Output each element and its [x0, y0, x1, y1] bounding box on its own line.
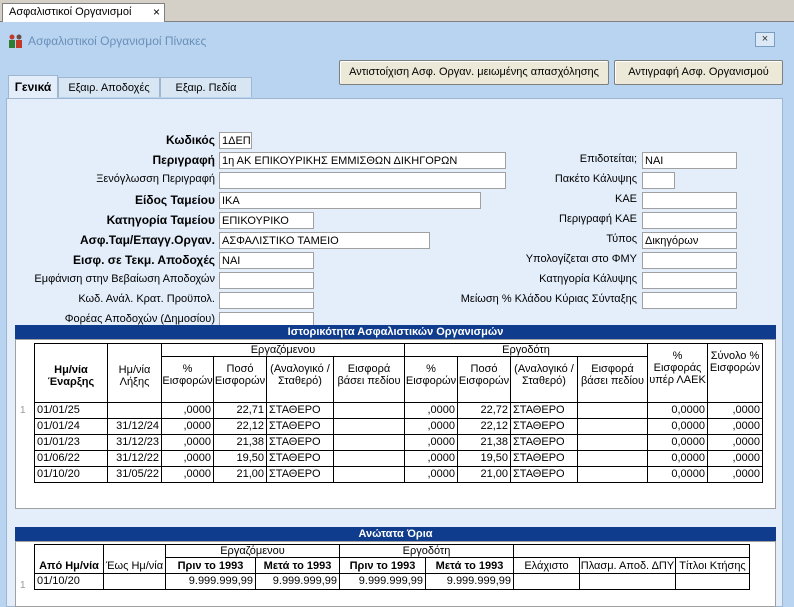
- form-field[interactable]: 1η ΑΚ ΕΠΙΚΟΥΡΙΚΗΣ ΕΜΜΙΣΘΩΝ ΔΙΚΗΓΟΡΩΝ: [219, 152, 506, 169]
- limits-col-header[interactable]: Πριν το 1993: [340, 558, 426, 574]
- tab-excluded-fields[interactable]: Εξαιρ. Πεδία: [160, 77, 252, 97]
- history-cell[interactable]: ΣΤΑΘΕΡΟ: [267, 419, 334, 435]
- limits-cell[interactable]: [676, 574, 750, 590]
- history-cell[interactable]: ΣΤΑΘΕΡΟ: [267, 435, 334, 451]
- tab-excluded-earnings[interactable]: Εξαιρ. Αποδοχές: [58, 77, 160, 97]
- history-cell[interactable]: 0,0000: [648, 435, 708, 451]
- history-cell[interactable]: ,0000: [162, 403, 214, 419]
- limits-col-header[interactable]: Μετά το 1993: [256, 558, 340, 574]
- limits-group-blank: [514, 544, 750, 558]
- history-cell[interactable]: [578, 419, 648, 435]
- history-cell[interactable]: ΣΤΑΘΕΡΟ: [511, 435, 578, 451]
- form-label: Περιγραφή: [152, 153, 215, 167]
- history-section-header: Ιστορικότητα Ασφαλιστικών Οργανισμών: [15, 325, 776, 339]
- limits-col-header[interactable]: Έως Ημ/νία: [104, 544, 166, 574]
- history-cell[interactable]: ,0000: [708, 403, 763, 419]
- limits-col-header[interactable]: Μετά το 1993: [426, 558, 514, 574]
- limits-group-employee: Εργαζόμενου: [166, 544, 340, 558]
- row-marker: 1: [20, 580, 26, 591]
- history-col-header[interactable]: (Αναλογικό / Σταθερό): [511, 357, 578, 403]
- limits-cell[interactable]: 01/10/20: [34, 574, 104, 590]
- history-cell[interactable]: [108, 403, 162, 419]
- history-col-header[interactable]: % Εισφορών: [405, 357, 458, 403]
- history-col-header[interactable]: Ποσό Εισφορών: [214, 357, 267, 403]
- history-cell[interactable]: ,0000: [162, 451, 214, 467]
- form-label: Επιδοτείται;: [579, 153, 637, 165]
- form-field[interactable]: ΕΠΙΚΟΥΡΙΚΟ: [219, 212, 314, 229]
- form-label: Κωδικός: [165, 133, 215, 147]
- main-window: [0, 22, 794, 607]
- limits-grid[interactable]: [15, 541, 776, 607]
- history-grid[interactable]: [15, 339, 776, 509]
- history-cell[interactable]: 31/12/24: [108, 419, 162, 435]
- form-label: Ξενόγλωσση Περιγραφή: [96, 173, 215, 185]
- history-cell[interactable]: [334, 451, 405, 467]
- history-cell[interactable]: 0,0000: [648, 467, 708, 483]
- form-label: Περιγραφή ΚΑΕ: [559, 213, 637, 225]
- limits-group-employer: Εργοδότη: [340, 544, 514, 558]
- form-field[interactable]: [642, 272, 737, 289]
- history-col-header[interactable]: Ημ/νία Έναρξης: [34, 343, 108, 403]
- history-cell[interactable]: 01/10/20: [34, 467, 108, 483]
- form-label: Μείωση % Κλάδου Κύριας Σύνταξης: [460, 293, 637, 305]
- form-field[interactable]: [642, 172, 675, 189]
- row-marker: 1: [20, 405, 26, 416]
- limits-col-header[interactable]: Από Ημ/νία: [34, 544, 104, 574]
- history-cell[interactable]: 01/01/25: [34, 403, 108, 419]
- history-col-header[interactable]: (Αναλογικό / Σταθερό): [267, 357, 334, 403]
- history-cell[interactable]: 22,12: [214, 419, 267, 435]
- form-field[interactable]: ΙΚΑ: [219, 192, 481, 209]
- history-cell[interactable]: 31/05/22: [108, 467, 162, 483]
- form-label: Πακέτο Κάλυψης: [554, 173, 637, 185]
- history-cell[interactable]: ,0000: [162, 419, 214, 435]
- limits-cell[interactable]: 9.999.999,99: [256, 574, 340, 590]
- form-field[interactable]: [219, 272, 314, 289]
- history-cell[interactable]: ΣΤΑΘΕΡΟ: [267, 467, 334, 483]
- tab-general[interactable]: Γενικά: [8, 75, 58, 98]
- limits-cell[interactable]: [104, 574, 166, 590]
- history-cell[interactable]: 21,00: [214, 467, 267, 483]
- history-cell[interactable]: ,0000: [405, 467, 458, 483]
- history-col-header[interactable]: Ποσό Εισφορών: [458, 357, 511, 403]
- form-label: Εισφ. σε Τεκμ. Αποδοχές: [72, 253, 215, 267]
- limits-cell[interactable]: 9.999.999,99: [166, 574, 256, 590]
- history-cell[interactable]: ,0000: [708, 419, 763, 435]
- history-cell[interactable]: ,0000: [405, 403, 458, 419]
- people-icon: [8, 34, 24, 48]
- history-cell[interactable]: 22,72: [458, 403, 511, 419]
- history-cell[interactable]: 21,38: [458, 435, 511, 451]
- history-cell[interactable]: 21,38: [214, 435, 267, 451]
- limits-col-header[interactable]: Πλασμ. Αποδ. ΔΠΥ: [580, 560, 675, 572]
- history-cell[interactable]: [578, 435, 648, 451]
- form-field[interactable]: [642, 252, 737, 269]
- history-col-header[interactable]: % Εισφορών: [162, 357, 214, 403]
- history-cell[interactable]: 19,50: [214, 451, 267, 467]
- history-cell[interactable]: 22,71: [214, 403, 267, 419]
- history-col-header[interactable]: Ημ/νία Λήξης: [108, 343, 162, 403]
- history-cell[interactable]: ΣΤΑΘΕΡΟ: [267, 451, 334, 467]
- form-label: Υπολογίζεται στο ΦΜΥ: [525, 253, 637, 265]
- history-cell[interactable]: ΣΤΑΘΕΡΟ: [511, 451, 578, 467]
- form-field[interactable]: [642, 192, 737, 209]
- history-cell[interactable]: ΣΤΑΘΕΡΟ: [511, 467, 578, 483]
- close-icon[interactable]: ×: [152, 5, 160, 19]
- general-panel: [6, 98, 783, 607]
- limits-col-header[interactable]: Πριν το 1993: [166, 558, 256, 574]
- limits-col-header[interactable]: Ελάχιστο: [514, 558, 580, 574]
- form-label: Είδος Ταμείου: [134, 193, 215, 207]
- form-label: Εμφάνιση στην Βεβαίωση Αποδοχών: [34, 273, 215, 285]
- history-cell[interactable]: 31/12/23: [108, 435, 162, 451]
- history-cell[interactable]: ,0000: [405, 419, 458, 435]
- history-cell[interactable]: ,0000: [405, 451, 458, 467]
- form-field[interactable]: [642, 292, 737, 309]
- history-group-employer: Εργοδότη: [405, 343, 648, 357]
- form-field[interactable]: 1ΔΕΠ: [219, 132, 252, 149]
- history-cell[interactable]: [578, 451, 648, 467]
- document-tab-strip: [0, 0, 794, 22]
- form-label: Τύπος: [606, 233, 637, 245]
- form-label: Κατηγορία Κάλυψης: [539, 273, 637, 285]
- window-title: Ασφαλιστικοί Οργανισμοί Πίνακες: [28, 34, 207, 48]
- history-cell[interactable]: [578, 403, 648, 419]
- history-cell[interactable]: 21,00: [458, 467, 511, 483]
- form-field[interactable]: [219, 292, 314, 309]
- window-titlebar: [0, 22, 794, 56]
- history-cell[interactable]: [334, 419, 405, 435]
- history-cell[interactable]: 22,12: [458, 419, 511, 435]
- history-cell[interactable]: ,0000: [162, 435, 214, 451]
- limits-cell[interactable]: [580, 574, 676, 590]
- history-col-header[interactable]: Εισφορά βάσει πεδίου: [578, 357, 648, 403]
- form-field[interactable]: [642, 212, 737, 229]
- history-cell[interactable]: ,0000: [405, 435, 458, 451]
- history-cell[interactable]: ,0000: [708, 451, 763, 467]
- form-label: Ασφ.Ταμ/Επαγγ.Οργαν.: [79, 233, 215, 247]
- form-label: Κατηγορία Ταμείου: [106, 213, 215, 227]
- history-cell[interactable]: 0,0000: [648, 451, 708, 467]
- limits-cell[interactable]: 9.999.999,99: [340, 574, 426, 590]
- form-label: ΚΑΕ: [614, 193, 637, 205]
- limits-cell[interactable]: [514, 574, 580, 590]
- history-cell[interactable]: 01/01/24: [34, 419, 108, 435]
- history-cell[interactable]: 19,50: [458, 451, 511, 467]
- history-cell[interactable]: [334, 403, 405, 419]
- limits-col-header[interactable]: Τίτλοι Κτήσης: [676, 558, 750, 574]
- history-cell[interactable]: [334, 435, 405, 451]
- history-cell[interactable]: 0,0000: [648, 403, 708, 419]
- history-cell[interactable]: 01/01/23: [34, 435, 108, 451]
- history-col-header[interactable]: % Εισφοράς υπέρ ΛΑΕΚ: [648, 343, 708, 403]
- history-cell[interactable]: ,0000: [708, 467, 763, 483]
- history-cell[interactable]: [578, 467, 648, 483]
- history-cell[interactable]: ,0000: [708, 435, 763, 451]
- form-field[interactable]: Δικηγόρων: [642, 232, 737, 249]
- form-field[interactable]: ΝΑΙ: [219, 252, 314, 269]
- history-cell[interactable]: 01/06/22: [34, 451, 108, 467]
- limits-section-header: Ανώτατα Όρια: [15, 527, 776, 541]
- form-field[interactable]: ΑΣΦΑΛΙΣΤΙΚΟ ΤΑΜΕΙΟ: [219, 232, 430, 249]
- history-cell[interactable]: 0,0000: [648, 419, 708, 435]
- history-cell[interactable]: ΣΤΑΘΕΡΟ: [267, 403, 334, 419]
- history-cell[interactable]: ,0000: [162, 467, 214, 483]
- limits-cell[interactable]: 9.999.999,99: [426, 574, 514, 590]
- document-tab[interactable]: [2, 3, 165, 22]
- window-close-button[interactable]: ×: [755, 32, 775, 47]
- copy-organization-button[interactable]: Αντιγραφή Ασφ. Οργανισμού: [614, 60, 783, 85]
- match-reduced-employment-button[interactable]: Αντιστοίχιση Ασφ. Οργαν. μειωμένης απασχόλησης: [339, 60, 609, 85]
- history-col-header[interactable]: Σύνολο % Εισφορών: [708, 343, 763, 403]
- history-cell[interactable]: 31/12/22: [108, 451, 162, 467]
- history-cell[interactable]: [334, 467, 405, 483]
- form-label: Κωδ. Ανάλ. Κρατ. Προϋπολ.: [78, 293, 215, 305]
- history-col-header[interactable]: Εισφορά βάσει πεδίου: [334, 357, 405, 403]
- form-field[interactable]: ΝΑΙ: [642, 152, 737, 169]
- history-group-employee: Εργαζόμενου: [162, 343, 405, 357]
- document-tab-label: Ασφαλιστικοί Οργανισμοί: [9, 6, 132, 18]
- history-cell[interactable]: ΣΤΑΘΕΡΟ: [511, 419, 578, 435]
- history-cell[interactable]: ΣΤΑΘΕΡΟ: [511, 403, 578, 419]
- form-label: Φορέας Αποδοχών (Δημοσίου): [64, 313, 215, 325]
